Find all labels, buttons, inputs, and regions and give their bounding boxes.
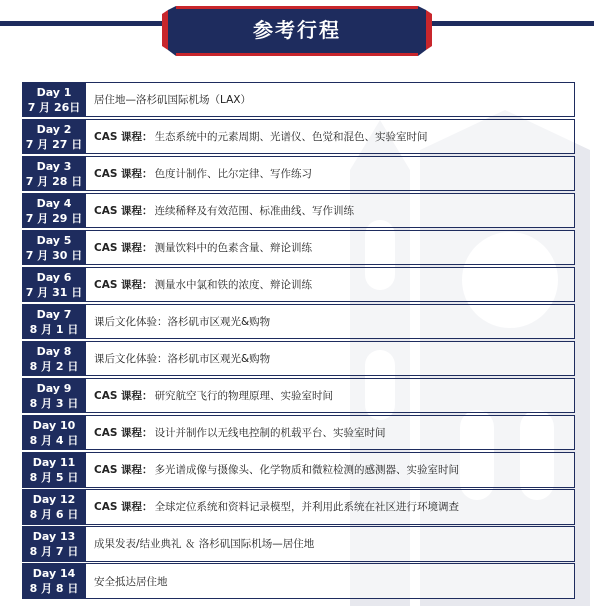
day-label: Day 1 xyxy=(36,85,72,99)
date-label: 8 月 6 日 xyxy=(29,507,79,521)
date-label: 7 月 27 日 xyxy=(25,137,83,151)
date-label: 8 月 7 日 xyxy=(29,544,79,558)
activity-text: 生态系统中的元素周期、光谱仪、色觉和混色、实验室时间 xyxy=(154,131,428,144)
activity-text: 课后文化体验：洛杉矶市区观光&购物 xyxy=(94,316,271,329)
day-label: Day 11 xyxy=(32,455,76,469)
day-label: Day 6 xyxy=(36,270,72,284)
day-label: Day 8 xyxy=(36,344,72,358)
day-cell xyxy=(22,526,86,561)
course-tag: CAS 课程： xyxy=(94,390,153,403)
itinerary-row xyxy=(22,341,575,376)
day-label: Day 7 xyxy=(36,307,72,321)
itinerary-row xyxy=(22,526,575,561)
activity-text: 成果发表/结业典礼 ＆ 洛杉矶国际机场—居住地 xyxy=(94,538,315,551)
itinerary-row xyxy=(22,267,575,302)
course-tag: CAS 课程： xyxy=(94,501,153,514)
day-cell xyxy=(22,378,86,413)
itinerary-row xyxy=(22,193,575,228)
day-cell xyxy=(22,304,86,339)
activity-text: 居住地—洛杉矶国际机场（LAX） xyxy=(94,94,251,107)
date-label: 8 月 1 日 xyxy=(29,322,79,336)
activity-text: 安全抵达居住地 xyxy=(94,575,168,588)
itinerary-row xyxy=(22,230,575,265)
course-tag: CAS 课程： xyxy=(94,131,153,144)
activity-description xyxy=(86,193,575,228)
date-label: 8 月 2 日 xyxy=(29,359,79,373)
activity-text: 测量水中氯和铁的浓度、辩论训练 xyxy=(154,279,313,292)
activity-description xyxy=(86,267,575,302)
day-cell xyxy=(22,267,86,302)
day-cell xyxy=(22,341,86,376)
course-tag: CAS 课程： xyxy=(94,205,153,218)
day-label: Day 5 xyxy=(36,233,72,247)
itinerary-row xyxy=(22,119,575,154)
itinerary-row xyxy=(22,378,575,413)
day-cell xyxy=(22,415,86,450)
itinerary-row xyxy=(22,415,575,450)
day-label: Day 4 xyxy=(36,196,72,210)
activity-text: 色度计制作、比尔定律、写作练习 xyxy=(154,168,313,181)
itinerary-table xyxy=(22,82,575,600)
course-tag: CAS 课程： xyxy=(94,427,153,440)
activity-text: 设计并制作以无线电控制的机载平台、实验室时间 xyxy=(154,427,386,440)
date-label: 7 月 30 日 xyxy=(25,248,83,262)
date-label: 8 月 8 日 xyxy=(29,582,79,595)
activity-text: 课后文化体验：洛杉矶市区观光&购物 xyxy=(94,353,271,366)
course-tag: CAS 课程： xyxy=(94,464,153,477)
itinerary-row xyxy=(22,156,575,191)
date-label: 8 月 5 日 xyxy=(29,470,79,484)
day-label: Day 14 xyxy=(32,567,76,580)
date-label: 7 月 31 日 xyxy=(25,285,83,299)
date-label: 7 月 26日 xyxy=(27,100,81,114)
activity-text: 测量饮料中的色素含量、辩论训练 xyxy=(154,242,313,255)
activity-text: 研究航空飞行的物理原理、实验室时间 xyxy=(154,390,334,403)
day-cell xyxy=(22,452,86,487)
day-label: Day 10 xyxy=(32,418,76,432)
activity-description xyxy=(86,341,575,376)
course-tag: CAS 课程： xyxy=(94,168,153,181)
date-label: 8 月 3 日 xyxy=(29,396,79,410)
day-cell xyxy=(22,119,86,154)
activity-description xyxy=(86,563,575,598)
day-label: Day 9 xyxy=(36,381,72,395)
itinerary-row xyxy=(22,563,575,598)
activity-description xyxy=(86,452,575,487)
activity-description xyxy=(86,156,575,191)
activity-description xyxy=(86,526,575,561)
activity-text: 连续稀释及有效范围、标准曲线、写作训练 xyxy=(154,205,355,218)
activity-text: 全球定位系统和资料记录模型，并利用此系统在社区进行环境调查 xyxy=(154,501,460,514)
day-cell xyxy=(22,156,86,191)
date-label: 8 月 4 日 xyxy=(29,433,79,447)
itinerary-row xyxy=(22,82,575,117)
activity-description xyxy=(86,378,575,413)
day-cell xyxy=(22,82,86,117)
itinerary-row xyxy=(22,489,575,524)
day-cell xyxy=(22,230,86,265)
itinerary-row xyxy=(22,304,575,339)
day-cell xyxy=(22,563,86,598)
activity-text: 多光谱成像与摄像头、化学物质和微粒检测的感测器、实验室时间 xyxy=(154,464,460,477)
itinerary-row xyxy=(22,452,575,487)
activity-description xyxy=(86,489,575,524)
course-tag: CAS 课程： xyxy=(94,242,153,255)
activity-description xyxy=(86,230,575,265)
page-title: 参考行程 xyxy=(253,18,341,42)
day-cell xyxy=(22,489,86,524)
day-label: Day 13 xyxy=(32,529,76,543)
activity-description xyxy=(86,82,575,117)
day-cell xyxy=(22,193,86,228)
course-tag: CAS 课程： xyxy=(94,279,153,292)
activity-description xyxy=(86,415,575,450)
day-label: Day 2 xyxy=(36,122,72,136)
activity-description xyxy=(86,119,575,154)
activity-description xyxy=(86,304,575,339)
date-label: 7 月 28 日 xyxy=(25,174,83,188)
day-label: Day 3 xyxy=(36,159,72,173)
date-label: 7 月 29 日 xyxy=(25,211,83,225)
day-label: Day 12 xyxy=(32,492,76,506)
